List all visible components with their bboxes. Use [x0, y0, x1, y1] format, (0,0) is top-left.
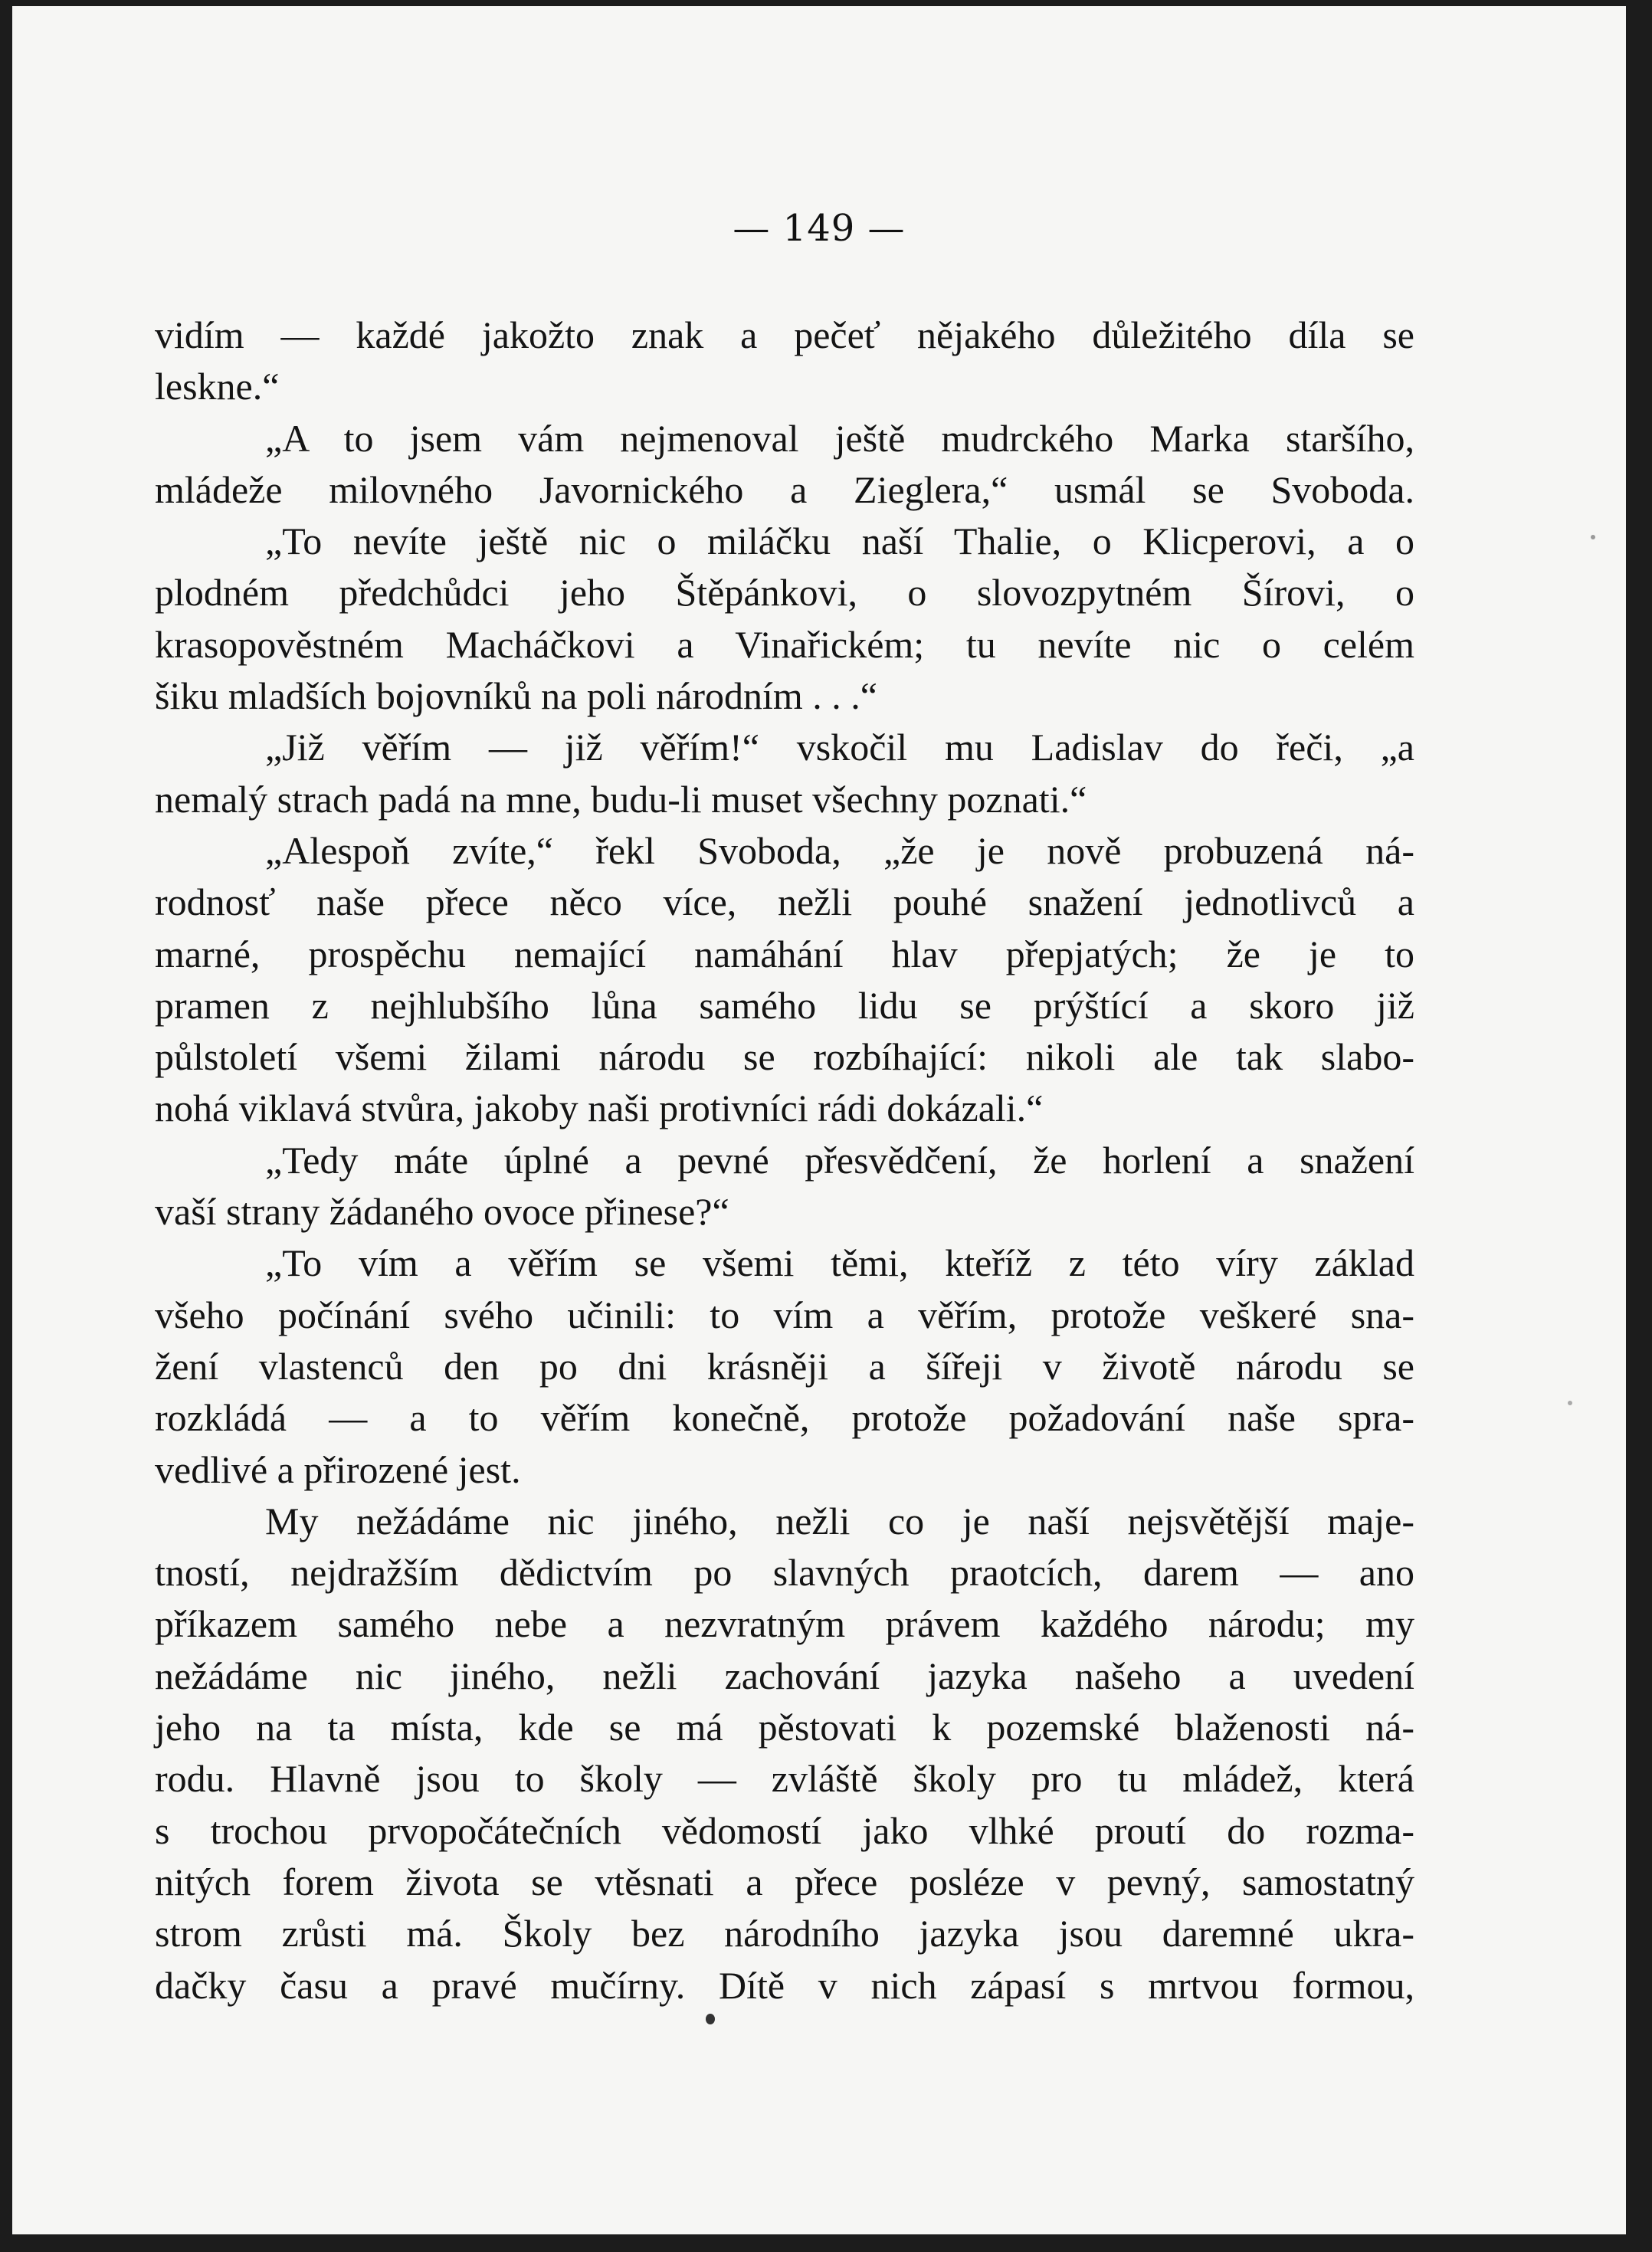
text-line: žení vlastenců den po dni krásněji a šířeji v životě národu se	[155, 1344, 1414, 1388]
print-speck	[1591, 535, 1595, 539]
text-line: vedlivé a přirozené jest.	[155, 1447, 521, 1491]
text-line: „Tedy máte úplné a pevné přesvědčení, že horlení a snažení	[265, 1138, 1414, 1182]
text-line: jeho na ta místa, kde se má pěstovati k pozemské blaženosti ná-	[155, 1706, 1414, 1749]
print-speck	[1568, 1401, 1572, 1405]
text-line: nitých forem života se vtěsnati a přece posléze v pevný, samostatný	[155, 1860, 1414, 1903]
text-line: „Již věřím — již věřím!“ vskočil mu Ladislav do řeči, „a	[265, 726, 1414, 769]
text-line: všeho počínání svého učinili: to vím a věřím, protože veškeré sna-	[155, 1293, 1414, 1336]
text-line: pramen z nejhlubšího lůna samého lidu se prýštící a skoro již	[155, 983, 1414, 1027]
text-line: s trochou prvopočátečních vědomostí jako vlhké proutí do rozma-	[155, 1808, 1414, 1852]
text-line: šiku mladších bojovníků na poli národním . . .“	[155, 674, 877, 718]
text-line: „Alespoň zvíte,“ řekl Svoboda, „že je nově probuzená ná-	[265, 828, 1414, 872]
print-speck	[706, 2014, 715, 2024]
text-line: dačky času a pravé mučírny. Dítě v nich zápasí s mrtvou formou,	[155, 1963, 1414, 2007]
text-line: marné, prospěchu nemající namáhání hlav přepjatých; že je to	[155, 932, 1414, 975]
text-line: krasopověstném Macháčkovi a Vinařickém; tu nevíte nic o celém	[155, 622, 1414, 666]
book-page	[12, 6, 1626, 2234]
text-line: vidím — každé jakožto znak a pečeť nějakého důležitého díla se	[155, 313, 1414, 356]
text-line: „To nevíte ještě nic o miláčku naší Thalie, o Klicperovi, a o	[265, 520, 1414, 563]
text-line: mládeže milovného Javornického a Zieglera,“ usmál se Svoboda.	[155, 467, 1414, 511]
text-line: leskne.“	[155, 365, 280, 408]
text-line: nemalý strach padá na mne, budu-li muset všechny poznati.“	[155, 777, 1087, 821]
text-line: tností, nejdražším dědictvím po slavných praotcích, darem — ano	[155, 1551, 1414, 1595]
text-line: rodu. Hlavně jsou to školy — zvláště školy pro tu mládež, která	[155, 1757, 1414, 1801]
text-line: vaší strany žádaného ovoce přinese?“	[155, 1190, 729, 1234]
text-line: rozkládá — a to věřím konečně, protože požadování naše spra-	[155, 1396, 1414, 1440]
text-line: nežádáme nic jiného, nežli zachování jazyka našeho a uvedení	[155, 1654, 1414, 1697]
text-line: „A to jsem vám nejmenoval ještě mudrckého Marka staršího,	[265, 416, 1414, 460]
text-line: půlstoletí všemi žilami národu se rozbíhající: nikoli ale tak slabo-	[155, 1035, 1414, 1079]
text-line: rodnosť naše přece něco více, nežli pouhé snažení jednotlivců a	[155, 880, 1414, 924]
text-line: strom zrůsti má. Školy bez národního jazyka jsou daremné ukra-	[155, 1912, 1414, 1955]
page-number: — 149 —	[733, 207, 906, 250]
body-text	[155, 310, 1414, 2011]
text-line: My nežádáme nic jiného, nežli co je naší nejsvětější maje-	[265, 1499, 1414, 1542]
text-line: plodném předchůdci jeho Štěpánkovi, o slovozpytném Šírovi, o	[155, 571, 1414, 615]
text-line: nohá viklavá stvůra, jakoby naši protivníci rádi dokázali.“	[155, 1087, 1044, 1130]
text-line: „To vím a věřím se všemi těmi, kteříž z této víry základ	[265, 1241, 1414, 1285]
text-line: příkazem samého nebe a nezvratným právem každého národu; my	[155, 1602, 1414, 1646]
